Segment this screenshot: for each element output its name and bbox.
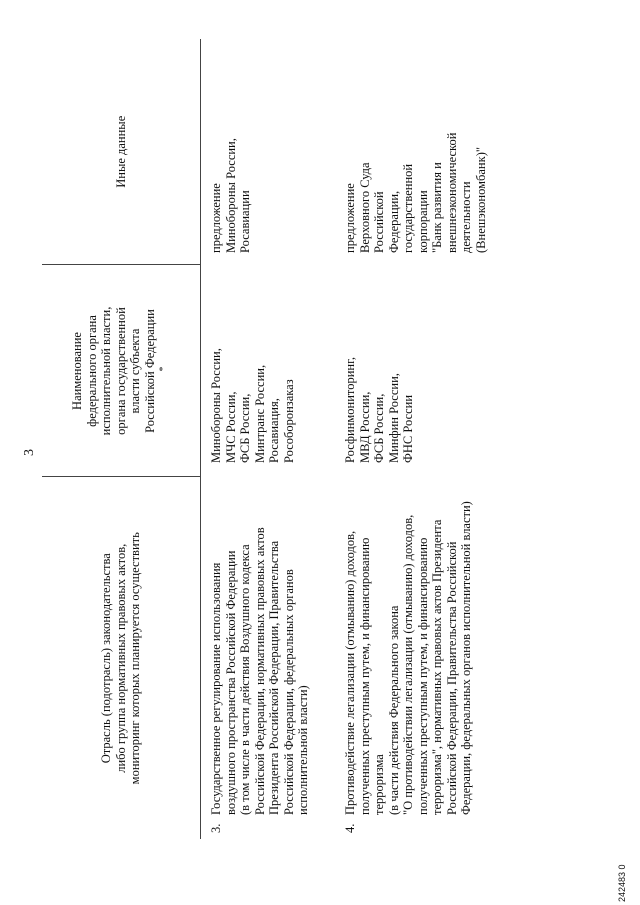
row-number: 3. [209, 823, 223, 833]
row-organ-line: Рособоронзаказ [281, 379, 296, 463]
row-organ-line: Минтранс России, [252, 364, 267, 463]
row-subject-line: (в том числе в части действия Воздушного кодекса [238, 544, 252, 815]
row-other-line: деятельности [459, 181, 473, 253]
monitoring-table [42, 39, 523, 839]
row-subject [201, 477, 336, 815]
row-organ-line: Росавиация, [267, 398, 281, 463]
header-organ-line: органа государственной [113, 307, 128, 435]
row-subject-line: Государственное регулирование использования [209, 562, 223, 815]
row-subject-line: воздушного пространства Российской Федерации [223, 550, 238, 815]
row-other-line: государственной [401, 163, 415, 253]
header-subject-line: Отрасль (подотрасль) законодательства [99, 553, 114, 764]
row-other-line: Федерации, [386, 190, 401, 253]
header-other-data: Иные данные [42, 39, 201, 265]
row-other-data [335, 39, 523, 265]
header-subject-line: мониторинг которых планируется осуществить [128, 532, 143, 785]
header-organ [42, 265, 201, 477]
row-subject-line: терроризма", нормативных правовых актов Президента [430, 519, 444, 815]
header-organ-line: Наименование [70, 332, 85, 410]
row-organ-line: Минобороны России, [209, 348, 223, 463]
row-other-line: внешнеэкономической [444, 132, 459, 253]
row-subject-line: Федерации, федеральных органов исполнительной власти) [459, 501, 473, 815]
row-other-line: "Банк развития и [430, 162, 444, 253]
page-number: 3 [22, 449, 37, 456]
row-subject-line: Президента Российской Федерации, Правительства [267, 540, 281, 815]
row-organ-line: Минфин России, [386, 373, 401, 463]
row-subject-line: Российской Федерации, федеральных органов [281, 569, 296, 815]
header-organ-line: исполнительной власти, [99, 306, 114, 436]
row-organ-line: ФСБ России, [372, 393, 386, 463]
row-number: 4. [343, 823, 357, 833]
row-organ-line: МЧС России, [223, 391, 238, 463]
row-other-line: Минобороны России, [223, 138, 238, 253]
document-code: 242483 0 [617, 864, 627, 902]
row-subject-line: Противодействие легализации (отмыванию) доходов, [343, 530, 357, 815]
table-header-row [42, 39, 201, 839]
row-subject [335, 477, 523, 815]
row-subject-line: полученных преступным путем, и финансированию [357, 537, 372, 815]
row-other-line: Верховного Суда [357, 162, 372, 253]
row-organs [201, 265, 336, 477]
row-other-line: Российской [372, 191, 386, 253]
row-other-line: предложение [343, 183, 357, 253]
row-organ-line: ФНС России [401, 394, 415, 463]
row-subject-line: полученных преступным путем, и финансированию [415, 537, 430, 815]
row-subject-line: исполнительной власти) [296, 685, 310, 815]
row-subject-line: "О противодействии легализации (отмыванию) доходов, [401, 514, 415, 815]
table-row [201, 39, 336, 839]
row-other-line: предложение [209, 183, 223, 253]
header-organ-line: Российской Федерации * [143, 274, 172, 469]
header-organ-line: власти субъекта [128, 328, 143, 414]
row-subject-line: Российской Федерации, нормативных правовых актов [252, 527, 267, 815]
row-other-line: (Внешэкономбанк)" [473, 147, 488, 253]
row-organ-line: ФСБ России, [238, 393, 252, 463]
header-subject [42, 477, 201, 839]
row-subject-line: терроризма [372, 754, 386, 815]
table-row [335, 39, 523, 839]
header-organ-line: федерального органа [84, 315, 99, 427]
row-other-line: Росавиации [238, 190, 252, 253]
row-organs [335, 265, 523, 477]
row-organ-line: Росфинмониторинг, [343, 357, 357, 463]
row-subject-line: Российской Федерации, Правительства Российской [444, 541, 459, 815]
row-other-line: корпорации [415, 190, 430, 253]
footnote-mark: * [158, 366, 170, 372]
row-organ-line: МВД России, [357, 391, 372, 463]
row-other-data [201, 39, 336, 265]
header-subject-line: либо группа нормативных правовых актов, [113, 543, 128, 773]
row-subject-line: (в части действия Федерального закона [386, 605, 401, 815]
